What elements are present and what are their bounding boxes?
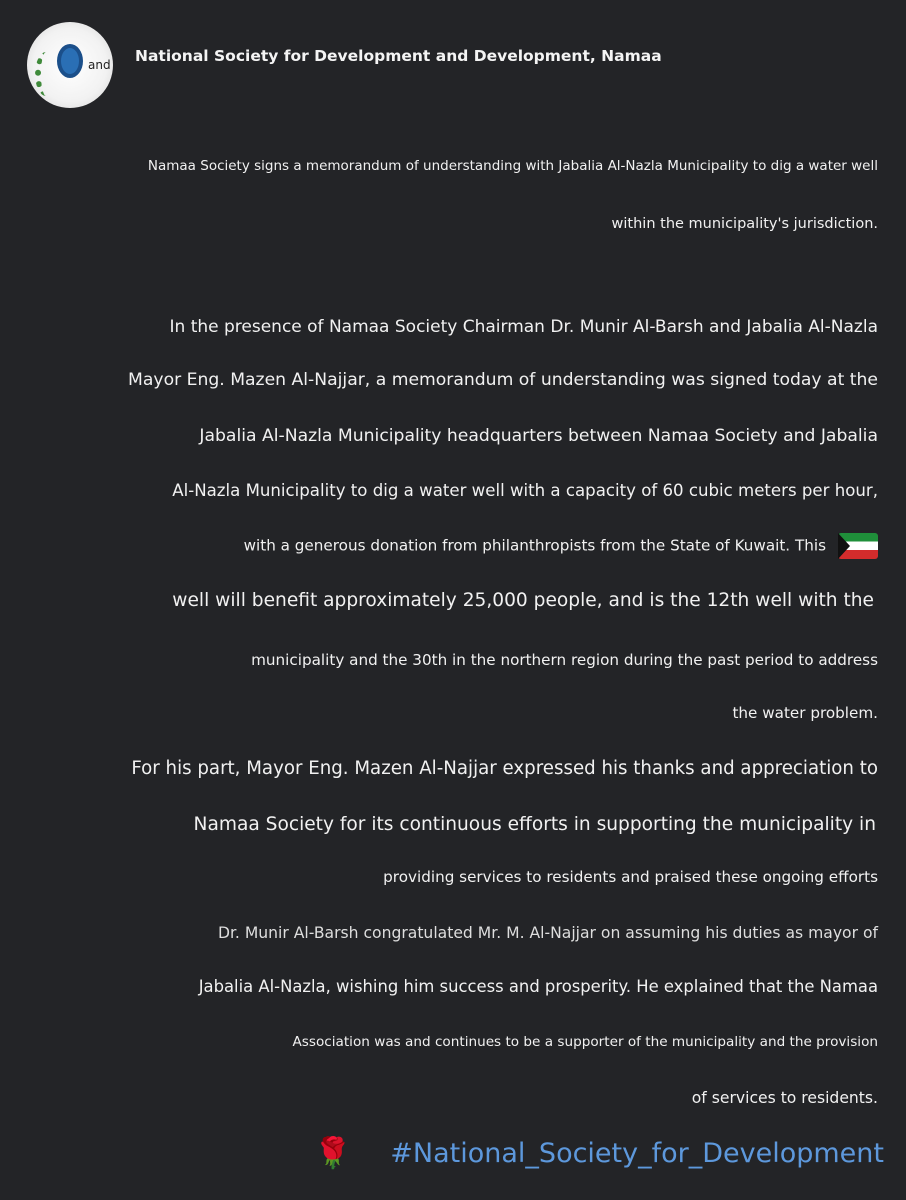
body-line: with a generous donation from philanthropists from the State of Kuwait. This [243, 536, 826, 555]
society-logo [27, 22, 113, 108]
kuwait-flag-icon [838, 533, 878, 559]
body-line: providing services to residents and praised these ongoing efforts [383, 868, 878, 886]
body-line: Jabalia Al-Nazla Municipality headquarters between Namaa Society and Jabalia [199, 426, 878, 446]
body-line: Mayor Eng. Mazen Al-Najjar, a memorandum of understanding was signed today at the [128, 370, 878, 390]
headline-line: Namaa Society signs a memorandum of understanding with Jabalia Al-Nazla Municipality to dig a water well [147, 158, 878, 174]
body-line: of services to residents. [691, 1089, 878, 1107]
body-line: the water problem. [732, 704, 878, 722]
headline-line: within the municipality's jurisdiction. [611, 216, 878, 232]
globe-icon [57, 44, 83, 78]
body-line: municipality and the 30th in the northern region during the past period to address [251, 651, 878, 669]
body-line-with-flag [244, 533, 878, 559]
body-line: In the presence of Namaa Society Chairman Dr. Munir Al-Barsh and Jabalia Al-Nazla [169, 317, 878, 337]
body-line: Jabalia Al-Nazla, wishing him success and prosperity. He explained that the Namaa [198, 977, 878, 996]
body-line: Namaa Society for its continuous efforts in supporting the municipality in [193, 814, 876, 835]
logo-text: and [88, 58, 111, 72]
body-line: Dr. Munir Al-Barsh congratulated Mr. M. Al-Najjar on assuming his duties as mayor of [217, 924, 878, 942]
hashtag-link[interactable]: #National_Society_for_Development [390, 1138, 884, 1169]
rose-emoji-icon: 🌹 [314, 1136, 352, 1171]
body-line: well will benefit approximately 25,000 people, and is the 12th well with the [172, 590, 874, 611]
body-line: Al-Nazla Municipality to dig a water well with a capacity of 60 cubic meters per hour, [172, 481, 878, 500]
body-line: Association was and continues to be a supporter of the municipality and the provision [292, 1034, 878, 1050]
body-line: For his part, Mayor Eng. Mazen Al-Najjar expressed his thanks and appreciation to [131, 758, 878, 779]
olive-branch-icon [35, 52, 57, 96]
account-name[interactable]: National Society for Development and Development, Namaa [135, 47, 662, 65]
